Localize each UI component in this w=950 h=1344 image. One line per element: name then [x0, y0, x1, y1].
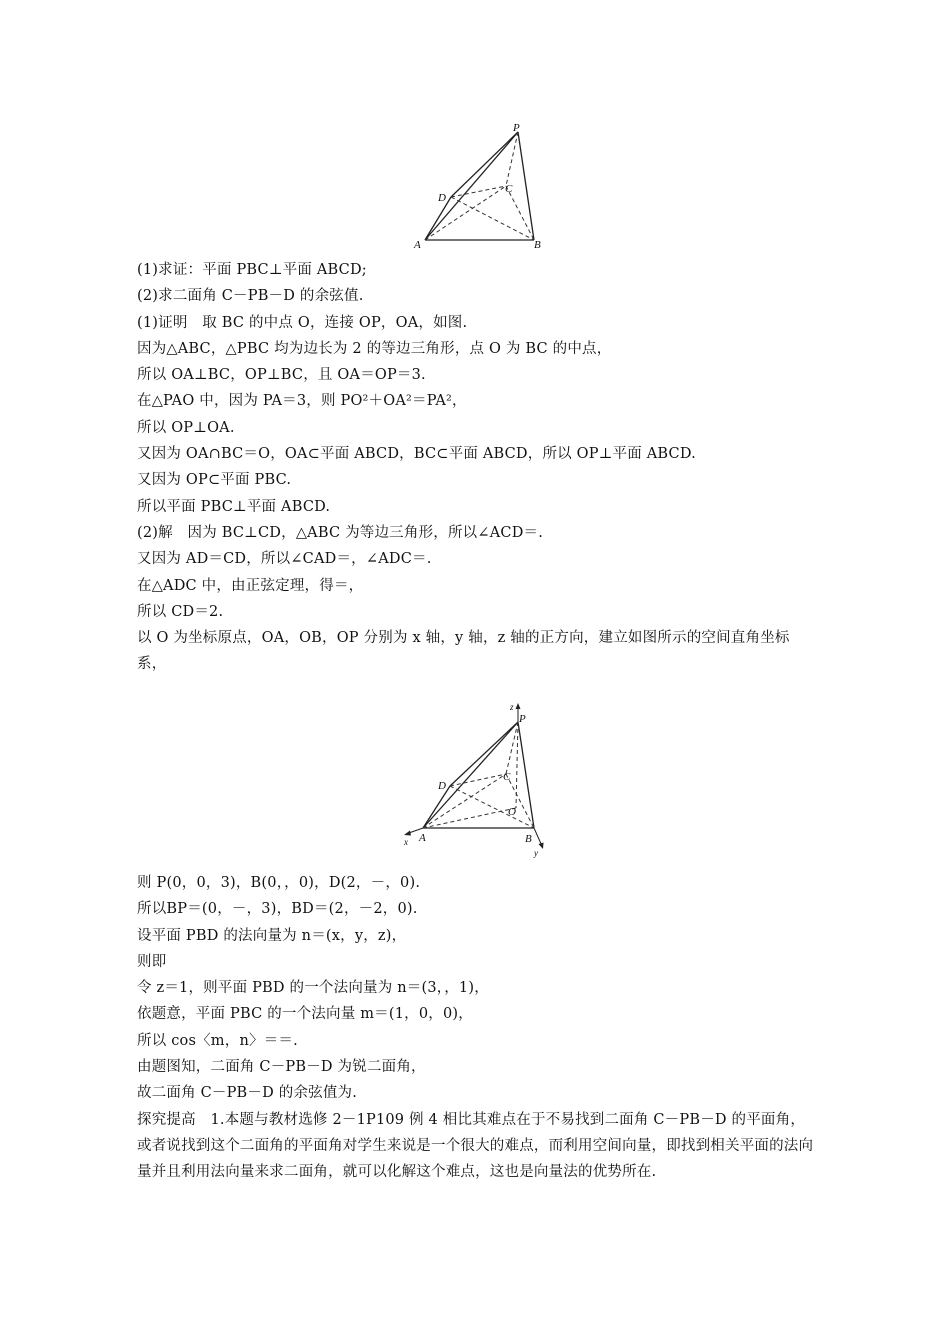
- axis-label-x: x: [404, 837, 408, 847]
- normal-vector-line-4: 依题意，平面 PBC 的一个法向量 m＝(1，0，0)，: [137, 1006, 473, 1023]
- axis-label-y: y: [534, 848, 538, 858]
- solution-line-5: 以 O 为坐标原点，OA，OB，OP 分别为 x 轴，y 轴，z 轴的正方向，建立如图所示的空间直角坐标系，: [137, 630, 790, 673]
- vertex-label-b: B: [534, 239, 541, 251]
- solution-text-part-1: [137, 257, 817, 678]
- summary-paragraph: 探究提高 1.本题与教材选修 2－1P109 例 4 相比其难点在于不易找到二面角 C－PB－D 的平面角，或者说找到这个二面角的平面角对学生来说是一个很大的难点，而利用空间向量，即找到相关平面的法向量并且利用法向量来求二面角，就可以化解这个难点，这也是向量法的优势所在.: [137, 1111, 814, 1181]
- question-part-2: (2)求二面角 C－PB－D 的余弦值.: [137, 288, 364, 305]
- vertex-label-a: A: [419, 832, 426, 844]
- solution-line-1: (2)解 因为 BC⊥CD，△ABC 为等边三角形，所以∠ACD＝.: [137, 524, 544, 541]
- pyramid-figure-1: [405, 120, 555, 255]
- coords-line-2: 所以BP＝(0，－，3)，BD＝(2，－2，0).: [137, 901, 418, 918]
- cosine-line: 所以 cos〈m，n〉＝＝.: [137, 1032, 298, 1049]
- proof-line-4: 在△PAO 中，因为 PA＝3，则 PO²＋OA²＝PA²，: [137, 393, 467, 410]
- vertex-label-c: C: [505, 183, 513, 195]
- solution-line-3: 在△ADC 中，由正弦定理，得＝，: [137, 577, 364, 594]
- solution-line-4: 所以 CD＝2.: [137, 603, 224, 620]
- conclusion-line-2: 故二面角 C－PB－D 的余弦值为.: [137, 1085, 358, 1102]
- proof-line-2: 因为△ABC，△PBC 均为边长为 2 的等边三角形，点 O 为 BC 的中点，: [137, 340, 612, 357]
- proof-line-5: 所以 OP⊥OA.: [137, 419, 235, 436]
- normal-vector-line-3: 令 z＝1，则平面 PBD 的一个法向量为 n＝(3，，1)，: [137, 980, 489, 997]
- pyramid-figure-2-coordinates: [398, 700, 558, 862]
- origin-label-o: O: [508, 806, 516, 818]
- normal-vector-line-2: 则即: [137, 953, 167, 970]
- proof-line-8: 所以平面 PBC⊥平面 ABCD.: [137, 498, 331, 515]
- conclusion-line-1: 由题图知，二面角 C－PB－D 为锐二面角，: [137, 1059, 426, 1076]
- vertex-label-d: D: [438, 780, 446, 792]
- normal-vector-line-1: 设平面 PBD 的法向量为 n＝(x，y，z)，: [137, 927, 407, 944]
- coords-line-1: 则 P(0，0，3)，B(0，，0)，D(2，－，0).: [137, 875, 421, 891]
- vertex-label-c: C: [503, 771, 511, 783]
- vertex-label-p: P: [519, 713, 526, 725]
- vertex-label-b: B: [525, 833, 532, 845]
- proof-line-3: 所以 OA⊥BC，OP⊥BC，且 OA＝OP＝3.: [137, 367, 426, 384]
- solution-line-2: 又因为 AD＝CD，所以∠CAD＝，∠ADC＝.: [137, 551, 432, 568]
- question-part-1: (1)求证：平面 PBC⊥平面 ABCD;: [137, 262, 367, 278]
- vertex-label-p: P: [513, 122, 520, 134]
- solution-text-part-2: [137, 870, 817, 1186]
- vertex-label-d: D: [438, 192, 446, 204]
- vertex-label-a: A: [414, 239, 421, 251]
- axis-label-z: z: [510, 702, 514, 712]
- proof-line-1: (1)证明 取 BC 的中点 O，连接 OP，OA，如图.: [137, 314, 468, 331]
- proof-line-7: 又因为 OP⊂平面 PBC.: [137, 472, 292, 489]
- proof-line-6: 又因为 OA∩BC＝O，OA⊂平面 ABCD，BC⊂平面 ABCD，所以 OP⊥平面 ABCD.: [137, 446, 696, 463]
